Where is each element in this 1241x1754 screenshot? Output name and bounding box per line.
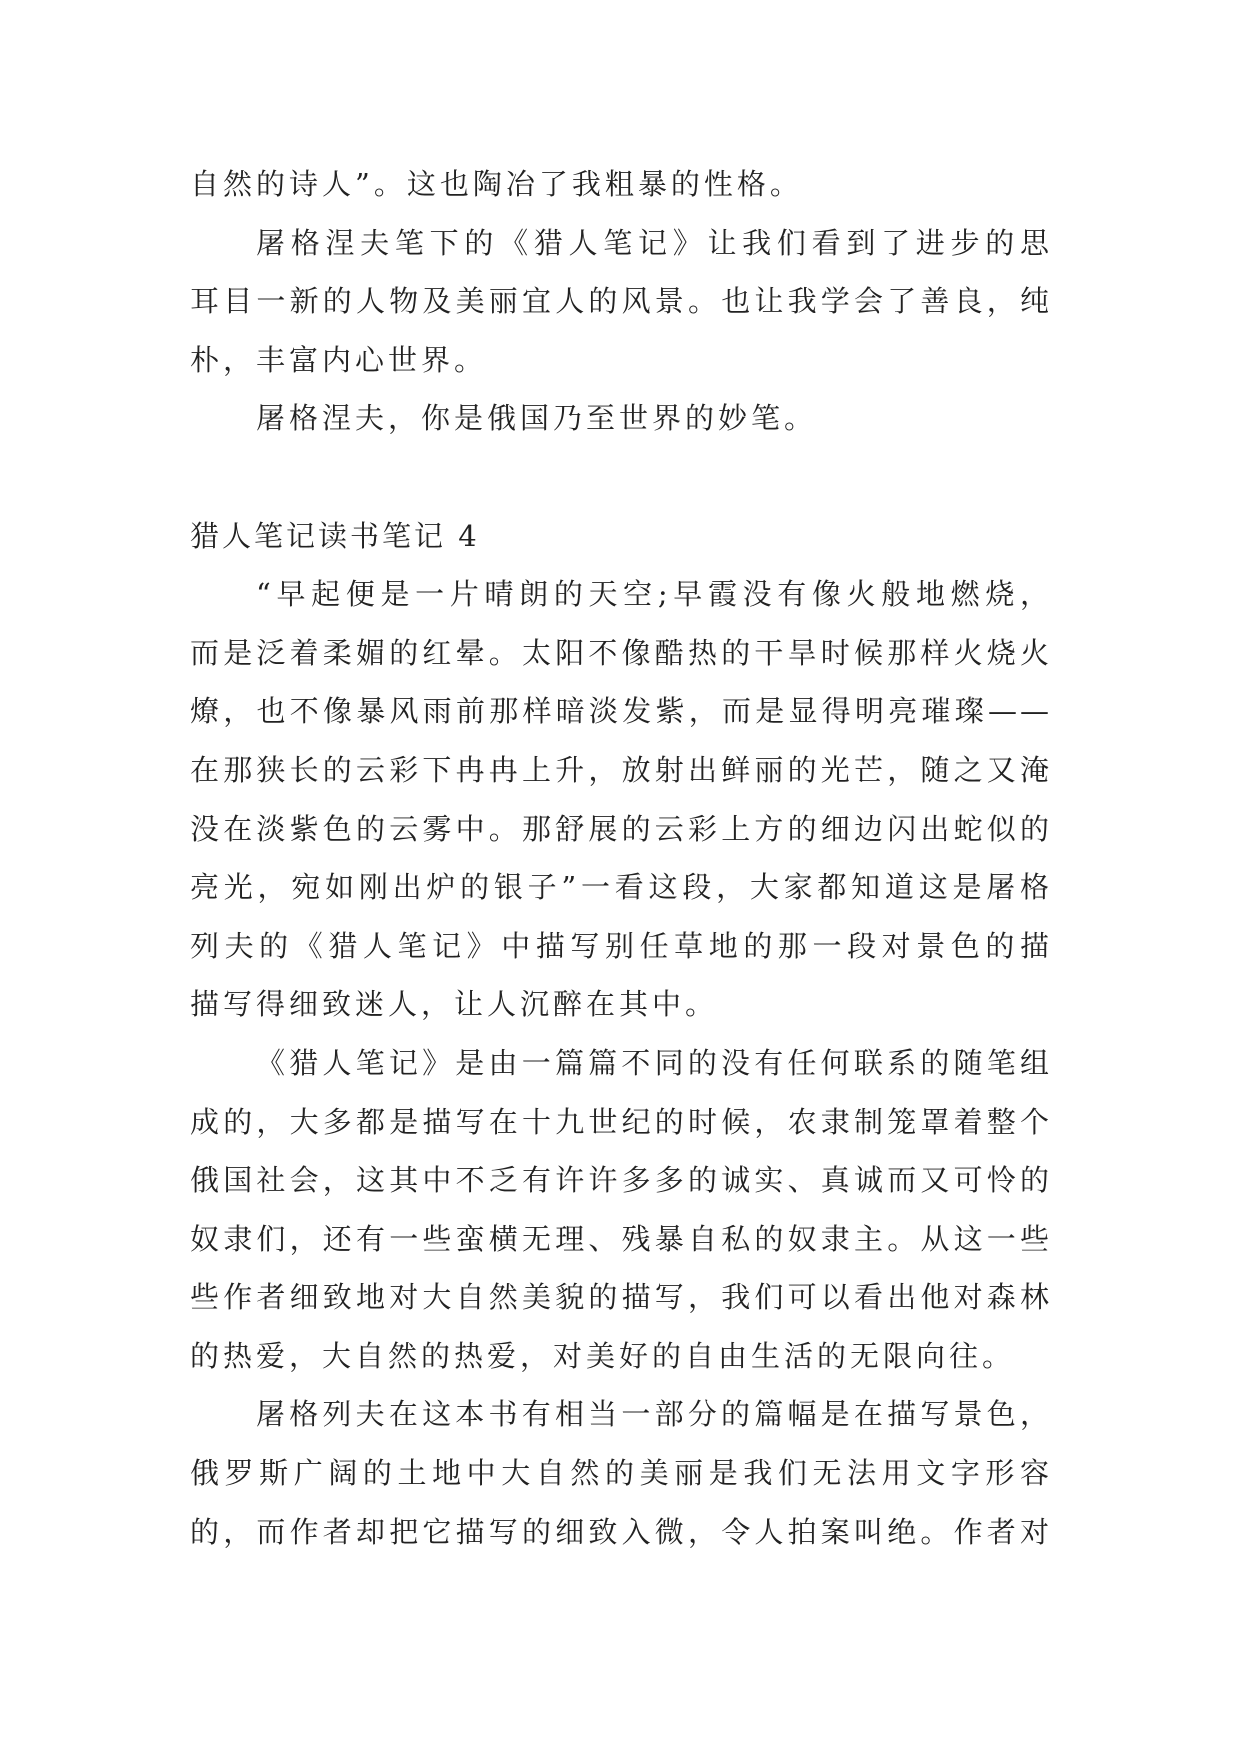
text-line: 的，而作者却把它描写的细致入微，令人拍案叫绝。作者对 bbox=[190, 1514, 1052, 1549]
text-line: 屠格涅夫，你是俄国乃至世界的妙笔。 bbox=[256, 401, 818, 436]
text-line: 列夫的《猎人笔记》中描写别任草地的那一段对景色的描 bbox=[190, 928, 1052, 963]
text-line: 俄罗斯广阔的土地中大自然的美丽是我们无法用文字形容 bbox=[190, 1456, 1052, 1491]
text-line: 自然的诗人”。这也陶冶了我粗暴的性格。 bbox=[190, 167, 803, 201]
text-line: 《猎人笔记》是由一篇篇不同的没有任何联系的随笔组 bbox=[256, 1045, 1052, 1080]
text-line: 没在淡紫色的云雾中。那舒展的云彩上方的细边闪出蛇似的 bbox=[190, 811, 1052, 846]
section-heading: 猎人笔记读书笔记 4 bbox=[190, 518, 480, 553]
paragraph bbox=[190, 155, 1052, 214]
paragraph bbox=[190, 1385, 1052, 1561]
paragraph bbox=[190, 389, 1052, 448]
text-line: 在那狭长的云彩下冉冉上升，放射出鲜丽的光芒，随之又淹 bbox=[190, 752, 1052, 787]
text-column bbox=[190, 155, 1052, 1561]
text-line: 奴隶们，还有一些蛮横无理、残暴自私的奴隶主。从这一些 bbox=[190, 1221, 1052, 1256]
text-line: 耳目一新的人物及美丽宜人的风景。也让我学会了善良，纯 bbox=[190, 284, 1052, 319]
text-line: 描写得细致迷人，让人沉醉在其中。 bbox=[190, 987, 719, 1022]
text-line: 亮光，宛如刚出炉的银子”一看这段，大家都知道这是屠格 bbox=[190, 870, 1052, 905]
text-line: 成的，大多都是描写在十九世纪的时候，农隶制笼罩着整个 bbox=[190, 1104, 1052, 1139]
text-line: 朴，丰富内心世界。 bbox=[190, 342, 488, 377]
text-line: 的热爱，大自然的热爱，对美好的自由生活的无限向往。 bbox=[190, 1338, 1016, 1373]
text-line: 屠格列夫在这本书有相当一部分的篇幅是在描写景色， bbox=[256, 1397, 1052, 1432]
paragraph bbox=[190, 1034, 1052, 1386]
blank-line bbox=[190, 448, 1052, 507]
paragraph bbox=[190, 214, 1052, 390]
text-line: 燎，也不像暴风雨前那样暗淡发紫，而是显得明亮璀璨—— bbox=[190, 694, 1052, 729]
text-line: 俄国社会，这其中不乏有许许多多的诚实、真诚而又可怜的 bbox=[190, 1163, 1052, 1198]
text-line: 屠格涅夫笔下的《猎人笔记》让我们看到了进步的思 bbox=[256, 225, 1052, 260]
text-line: “早起便是一片晴朗的天空;早霞没有像火般地燃烧， bbox=[256, 577, 1052, 612]
text-line: 些作者细致地对大自然美貌的描写，我们可以看出他对森林 bbox=[190, 1280, 1052, 1315]
paragraph bbox=[190, 565, 1052, 1034]
text-line: 而是泛着柔媚的红晕。太阳不像酷热的干旱时候那样火烧火 bbox=[190, 635, 1052, 670]
